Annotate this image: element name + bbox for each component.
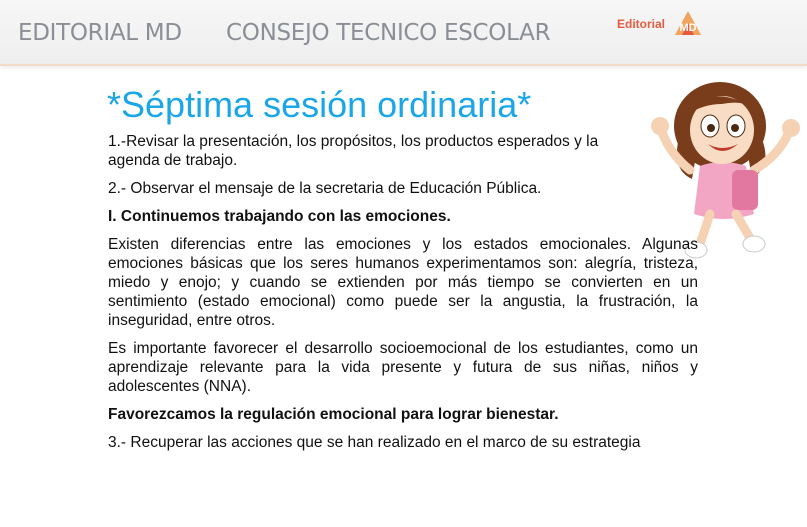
section-heading-regulacion: Favorezcamos la regulación emocional para lograr bienestar. <box>108 406 559 423</box>
editorial-logo <box>617 9 707 39</box>
document-body <box>108 84 698 461</box>
paragraph-emociones: Existen diferencias entre las emociones y los estados emocionales. Algunas emociones básicas que los seres humanos experimentamos son: alegría, tristeza, miedo y enojo; y cuando se extienden por más tiempo se convierten en un sentimiento (estado emocional) como puede ser la angustia, la frustración, la inseguridad, entre otros. <box>108 236 698 329</box>
logo-text: Editorial <box>617 17 666 31</box>
agenda-item-3: 3.- Recuperar las acciones que se han realizado en el marco de su estrategia <box>108 434 641 451</box>
agenda-item-2: 2.- Observar el mensaje de la secretaria de Educación Pública. <box>108 180 542 197</box>
header-bar <box>0 0 807 66</box>
brand-title: EDITORIAL MD <box>18 20 182 46</box>
svg-text:MD: MD <box>679 22 697 34</box>
paragraph-socioemocional: Es importante favorecer el desarrollo socioemocional de los estudiantes, como un aprendizaje relevante para la vida presente y futura de sus niñas, niños y adolescentes (NNA). <box>108 340 698 395</box>
section-title: CONSEJO TECNICO ESCOLAR <box>226 20 551 46</box>
logo-badge-icon <box>673 9 703 37</box>
page-title: *Séptima sesión ordinaria* <box>107 84 532 125</box>
agenda-item-1: 1.-Revisar la presentación, los propósitos, los productos esperados y la agenda de trabajo. <box>108 133 599 169</box>
section-heading-emociones: I. Continuemos trabajando con las emociones. <box>108 208 451 225</box>
